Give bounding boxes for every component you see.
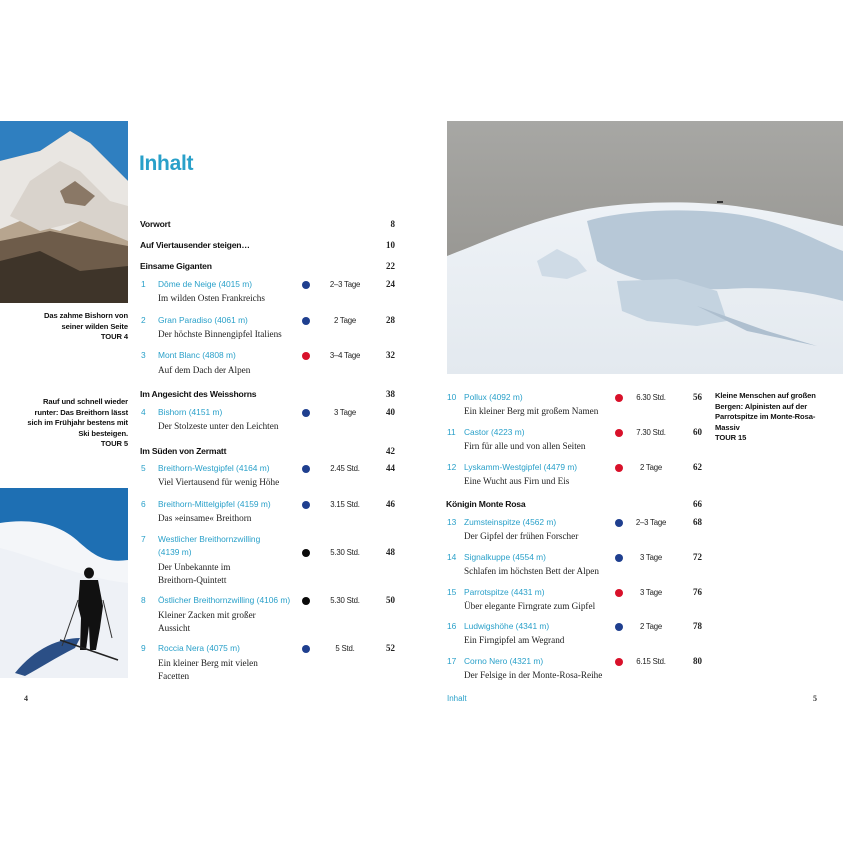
toc-page-number: 32 — [386, 350, 395, 360]
tour-number: 15 — [447, 587, 457, 597]
caption-line: Kleine Menschen auf großen — [715, 391, 816, 400]
page-number-right: 5 — [813, 694, 817, 703]
toc-section-viertausender[interactable]: Auf Viertausender steigen… — [140, 240, 250, 250]
tour-name[interactable]: Parrotspitze (4431 m) — [464, 587, 545, 597]
tour-number: 2 — [141, 315, 146, 325]
tour-duration: 3–4 Tage — [329, 351, 361, 360]
caption-line: Ski besteigen. — [78, 428, 128, 438]
tour-subtitle: Im wilden Osten Frankreichs — [158, 293, 265, 303]
tour-name[interactable]: Bishorn (4151 m) — [158, 407, 223, 417]
tour-duration: 2–3 Tage — [329, 280, 361, 289]
caption-tour-ref: TOUR 5 — [100, 439, 128, 448]
tour-subtitle: Der Felsige in der Monte-Rosa-Reihe — [464, 670, 603, 680]
toc-page-number: 40 — [386, 407, 395, 417]
toc-section-weisshorn[interactable]: Im Angesicht des Weisshorns — [140, 389, 257, 399]
tour-name[interactable]: Gran Paradiso (4061 m) — [158, 315, 248, 325]
toc-right — [446, 0, 702, 843]
toc-page-number: 72 — [693, 552, 702, 562]
difficulty-blue-icon — [302, 645, 310, 653]
tour-duration: 3 Tage — [333, 408, 357, 417]
toc-left — [140, 0, 395, 843]
tour-number: 14 — [447, 552, 457, 562]
tour-number: 7 — [141, 534, 146, 544]
tour-subtitle: Kleiner Zacken mit großer — [158, 610, 256, 620]
page-title: Inhalt — [139, 152, 194, 175]
toc-page-number: 42 — [386, 446, 395, 456]
tour-name[interactable]: Lyskamm-Westgipfel (4479 m) — [464, 462, 578, 472]
tour-subtitle: Der Gipfel der frühen Forscher — [464, 531, 579, 541]
toc-page-number: 76 — [693, 587, 702, 597]
tour-name[interactable]: Westlicher Breithornzwilling — [158, 534, 261, 544]
tour-duration: 2 Tage — [639, 622, 663, 631]
tour-number: 3 — [141, 350, 146, 360]
tour-subtitle-continued: Breithorn-Quintett — [158, 575, 227, 585]
toc-page-number: 52 — [386, 643, 395, 653]
toc-page-number: 78 — [693, 621, 702, 631]
tour-subtitle: Viel Viertausend für wenig Höhe — [158, 477, 280, 487]
difficulty-blue-icon — [302, 465, 310, 473]
tour-subtitle: Über elegante Firngrate zum Gipfel — [464, 601, 596, 611]
tour-number: 6 — [141, 499, 146, 509]
tour-name[interactable]: Zumsteinspitze (4562 m) — [464, 517, 557, 527]
toc-page-number: 44 — [386, 463, 395, 473]
tour-number: 11 — [447, 427, 456, 437]
toc-page-number: 8 — [390, 219, 395, 229]
difficulty-blue-icon — [302, 281, 310, 289]
difficulty-red-icon — [302, 352, 310, 360]
toc-page-number: 80 — [693, 656, 702, 666]
toc-page-number: 50 — [386, 595, 395, 605]
toc-page-number: 62 — [693, 462, 702, 472]
toc-section-monte-rosa[interactable]: Königin Monte Rosa — [446, 499, 526, 509]
difficulty-blue-icon — [302, 317, 310, 325]
tour-duration: 5 Std. — [335, 644, 355, 653]
caption-tour-ref: TOUR 15 — [715, 433, 747, 442]
caption-line: runter: Das Breithorn lässt — [34, 407, 128, 417]
tour-number: 17 — [447, 656, 457, 666]
tour-subtitle: Ein kleiner Berg mit großem Namen — [464, 406, 599, 416]
tour-subtitle: Der Unbekannte im — [158, 562, 231, 572]
caption-line: Parrotspitze im Monte-Rosa- — [715, 412, 816, 421]
tour-subtitle: Der höchste Binnengipfel Italiens — [158, 329, 282, 339]
caption-line: Das zahme Bishorn von — [44, 311, 128, 320]
tour-name[interactable]: Breithorn-Westgipfel (4164 m) — [158, 463, 270, 473]
caption-line: Bergen: Alpinisten auf der — [715, 401, 808, 411]
tour-duration: 2 Tage — [333, 316, 357, 325]
tour-name[interactable]: Mont Blanc (4808 m) — [158, 350, 236, 360]
tour-duration: 2 Tage — [639, 463, 663, 472]
toc-section-vorwort[interactable]: Vorwort — [140, 219, 171, 229]
tour-number: 4 — [141, 407, 146, 417]
toc-page-number: 66 — [693, 499, 702, 509]
photo-bishorn — [0, 121, 128, 303]
tour-subtitle-continued: Aussicht — [158, 623, 191, 633]
running-footer-label: Inhalt — [447, 694, 467, 703]
toc-page-number: 56 — [693, 392, 702, 402]
toc-page-number: 68 — [693, 517, 702, 527]
toc-page-number: 48 — [386, 547, 395, 557]
tour-duration: 5.30 Std. — [330, 548, 360, 557]
tour-duration: 3 Tage — [639, 553, 663, 562]
tour-duration: 2–3 Tage — [635, 518, 667, 527]
tour-subtitle: Das »einsame« Breithorn — [158, 513, 252, 523]
tour-subtitle: Auf dem Dach der Alpen — [158, 365, 251, 375]
caption-line: seiner wilden Seite — [61, 321, 128, 331]
tour-name[interactable]: Signalkuppe (4554 m) — [464, 552, 546, 562]
tour-subtitle: Ein kleiner Berg mit vielen — [158, 658, 258, 668]
tour-name[interactable]: Pollux (4092 m) — [464, 392, 523, 402]
tour-number: 10 — [447, 392, 457, 402]
difficulty-blue-icon — [302, 409, 310, 417]
tour-number: 5 — [141, 463, 146, 473]
tour-number: 1 — [141, 279, 146, 289]
tour-name[interactable]: Dôme de Neige (4015 m) — [158, 279, 253, 289]
tour-name[interactable]: Roccia Nera (4075 m) — [158, 643, 240, 653]
tour-number: 13 — [447, 517, 457, 527]
caption-breithorn — [0, 397, 128, 450]
tour-subtitle: Der Stolzeste unter den Leichten — [158, 421, 279, 431]
toc-section-zermatt[interactable]: Im Süden von Zermatt — [140, 446, 227, 456]
tour-duration: 6.30 Std. — [636, 393, 666, 402]
caption-line: Massiv — [715, 422, 740, 432]
tour-duration: 7.30 Std. — [636, 428, 666, 437]
tour-duration: 3 Tage — [639, 588, 663, 597]
difficulty-black-icon — [302, 597, 310, 605]
tour-subtitle: Schlafen im höchsten Bett der Alpen — [464, 566, 599, 576]
page-number-left: 4 — [24, 694, 28, 703]
tour-number: 8 — [141, 595, 146, 605]
caption-line: sich im Frühjahr bestens mit — [27, 418, 128, 427]
difficulty-black-icon — [302, 549, 310, 557]
tour-name[interactable]: Breithorn-Mittelgipfel (4159 m) — [158, 499, 271, 509]
caption-parrotspitze — [715, 391, 840, 444]
caption-line: Rauf und schnell wieder — [42, 397, 128, 406]
tour-number: 16 — [447, 621, 457, 631]
tour-name-continued[interactable]: (4139 m) — [158, 547, 192, 557]
tour-subtitle: Eine Wucht aus Firn und Eis — [464, 476, 570, 486]
photo-ski-tourer — [0, 488, 128, 678]
tour-duration: 6.15 Std. — [636, 657, 666, 666]
tour-name[interactable]: Castor (4223 m) — [464, 427, 525, 437]
tour-duration: 2.45 Std. — [330, 464, 360, 473]
toc-page-number: 46 — [386, 499, 395, 509]
toc-page-number: 60 — [693, 427, 702, 437]
tour-duration: 5.30 Std. — [330, 596, 360, 605]
toc-section-einsame-giganten[interactable]: Einsame Giganten — [140, 261, 212, 271]
tour-name[interactable]: Östlicher Breithornzwilling (4106 m) — [158, 595, 291, 605]
tour-subtitle-continued: Facetten — [158, 671, 190, 681]
toc-page-number: 38 — [386, 389, 395, 399]
difficulty-blue-icon — [302, 501, 310, 509]
caption-tour-ref: TOUR 4 — [100, 332, 128, 341]
toc-page-number: 10 — [386, 240, 395, 250]
toc-page-number: 24 — [386, 279, 395, 289]
tour-subtitle: Firn für alle und von allen Seiten — [464, 441, 586, 451]
tour-number: 12 — [447, 462, 457, 472]
tour-name[interactable]: Corno Nero (4321 m) — [464, 656, 544, 666]
tour-name[interactable]: Ludwigshöhe (4341 m) — [464, 621, 550, 631]
tour-duration: 3.15 Std. — [330, 500, 360, 509]
tour-number: 9 — [141, 643, 146, 653]
toc-page-number: 28 — [386, 315, 395, 325]
caption-bishorn — [10, 311, 128, 343]
tour-subtitle: Ein Firngipfel am Wegrand — [464, 635, 565, 645]
toc-page-number: 22 — [386, 261, 395, 271]
